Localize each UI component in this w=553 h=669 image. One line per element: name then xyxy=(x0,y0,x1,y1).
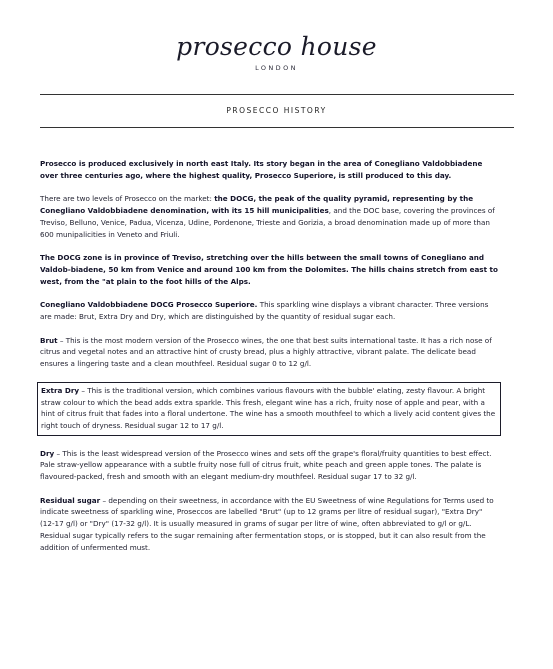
extra-dry-heading: Extra Dry xyxy=(41,385,80,395)
levels-text-start: There are two levels of Prosecco on the market: xyxy=(40,194,215,204)
dry-paragraph xyxy=(40,448,498,483)
logo-wordmark: prosecco house xyxy=(176,32,377,61)
superiore-paragraph xyxy=(40,299,498,322)
residual-sugar-paragraph xyxy=(40,495,498,554)
brand-logo xyxy=(0,34,553,72)
residual-sugar-heading: Residual sugar xyxy=(40,495,101,505)
article-body xyxy=(40,158,498,565)
title-divider xyxy=(40,127,514,128)
docg-highlight: the DOCG, the peak of the quality pyramid, representing by the Conegliano Valdobbiadene denomination, with its 15 hill municipalities xyxy=(40,194,474,216)
intro-text: Prosecco is produced exclusively in north east Italy. Its story began in the area of Conegliano Valdobbiadene over three centuries ago, where the highest quality, Prosecco Superiore, is still produced to this day. xyxy=(40,159,483,180)
superiore-heading: Conegliano Valdobbiadene DOCG Prosecco Superiore. xyxy=(40,300,258,310)
logo-location: LONDON xyxy=(255,64,298,72)
extra-dry-text: – This is the traditional version, which combines various flavours with the bubble' elating, zesty flavour. A bright straw colour to which the bead adds extra sparkle. This fresh, elegant wine has a rich, fruity nose of apple and pear, with a hint of citrus fruit that fades into a floral undertone. The wine has a smooth mouthfeel to which a lively acid content gives the right touch of dryness. Residual sugar 12 to 17 g/l. xyxy=(41,385,496,430)
superiore-text: This sparkling wine displays a vibrant character. Three versions are made: Brut, Extra Dry and Dry, which are distinguished by the quantity of residual sugar each. xyxy=(40,300,489,322)
brut-text: – This is the most modern version of the Prosecco wines, the one that best suits international taste. It has a rich nose of citrus and vegetal notes and an attractive hint of crusty bread, plus a highly attractive, vibrant palate. The delicate bead ensures a lingering taste and a clean mouthfeel. Residual sugar 0 to 12 g/l. xyxy=(40,335,492,369)
dry-text: – This is the least widespread version of the Prosecco wines and sets off the grape's floral/fruity quantities to best effect. Pale straw-yellow appearance with a subtle fruity nose full of citrus fruit, white peach and green apple tones. The palate is flavoured-packed, fresh and smooth with an elegant medium-dry mouthfeel. Residual sugar 17 to 32 g/l. xyxy=(40,448,492,482)
dry-heading: Dry xyxy=(40,448,55,458)
docg-zone-paragraph xyxy=(40,252,498,287)
intro-paragraph xyxy=(40,158,498,181)
top-divider xyxy=(40,94,514,95)
residual-sugar-text: – depending on their sweetness, in accordance with the EU Sweetness of wine Regulations for Terms used to indicate sweetness of sparkling wine, Proseccos are labelled "Brut" (up to 12 grams per litre of residual sugar), "Extra Dry" (12-17 g/l) or "Dry" (17-32 g/l). It is usually measured in grams of sugar per litre of wine, often abbreviated to g/l or g/L. Residual sugar typically refers to the sugar remaining after fermentation stops, or is stopped, but it can also result from the addition of unfermented must. xyxy=(40,495,494,552)
page-title: PROSECCO HISTORY xyxy=(226,106,327,115)
docg-zone-text: The DOCG zone is in province of Treviso, stretching over the hills between the small towns of Conegliano and Valdob-biadene, 50 km from Venice and around 100 km from the Dolomites. The hills chains stretch from east to west, from the "at plain to the foot hills of the Alps. xyxy=(40,253,498,286)
levels-paragraph xyxy=(40,193,498,240)
levels-text-end: , and the DOC base, covering the provinces of Treviso, Belluno, Venice, Padua, Vicenza, Udine, Pordenone, Trieste and Gorizia, a broad denomination made up of more than 600 munipalicities in Veneto and Friuli. xyxy=(40,206,495,239)
extra-dry-paragraph xyxy=(37,382,501,436)
brut-heading: Brut xyxy=(40,335,58,345)
brut-paragraph xyxy=(40,335,498,370)
